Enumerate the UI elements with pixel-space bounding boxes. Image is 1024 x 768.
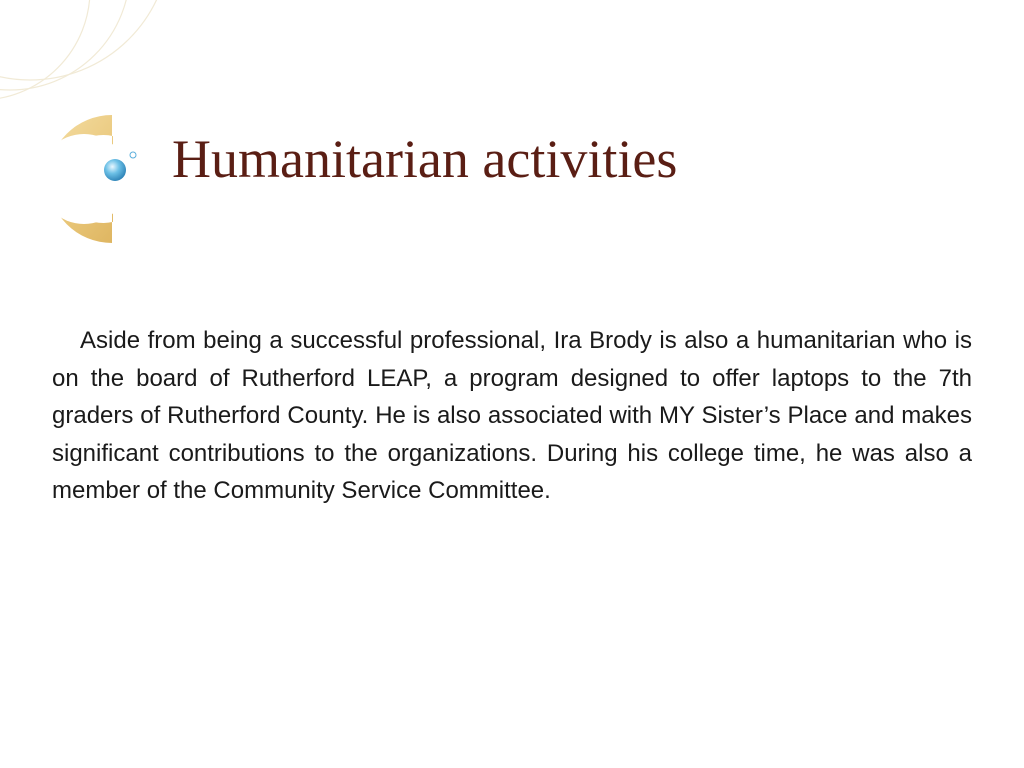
page-title: Humanitarian activities [172, 129, 678, 189]
body-paragraph: Aside from being a successful professional, Ira Brody is also a humanitarian who is on the board of Rutherford LEAP, a program designed to offer laptops to the 7th graders of Rutherford County. He is also associated with MY Sister’s Place and makes significant contributions to the organizations. During his college time, he was also a member of the Community Service Committee. [52, 327, 972, 504]
background-arcs [0, 0, 170, 100]
blue-orb [104, 159, 126, 181]
gold-circle-orb-icon [0, 0, 200, 260]
small-ring [130, 152, 136, 158]
gold-crescent [39, 115, 147, 243]
